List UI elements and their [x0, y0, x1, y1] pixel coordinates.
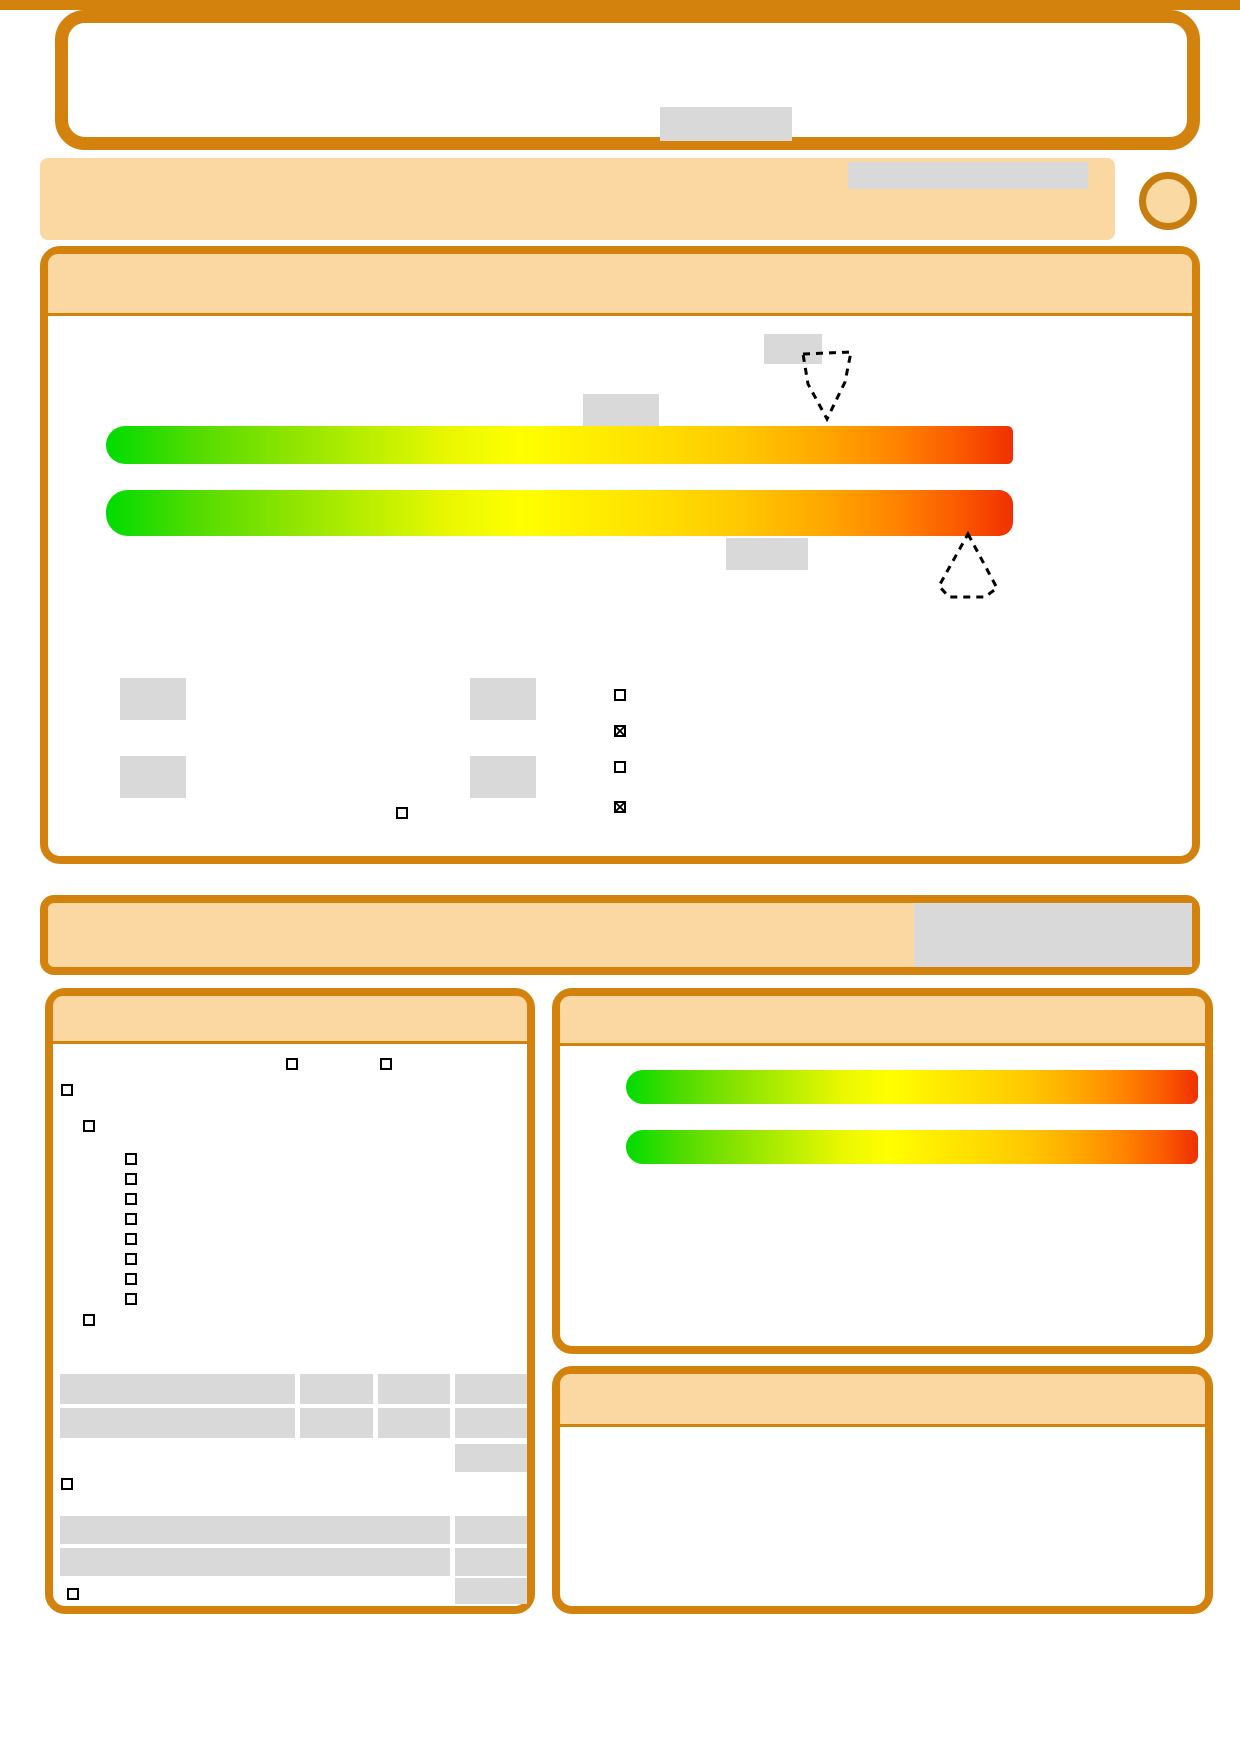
watermark-text-partially-hidden — [74, 33, 774, 45]
date-field[interactable] — [660, 107, 792, 141]
explanations-header — [560, 1374, 1205, 1427]
pct-field-r2c1[interactable] — [300, 1408, 373, 1438]
primaerenergie-pointer-arrow-icon — [934, 530, 1002, 602]
heating-checkbox[interactable] — [286, 1058, 298, 1070]
comparison-panel — [552, 988, 1213, 1354]
summer-protection-checkbox[interactable] — [396, 807, 408, 819]
dhw-checkbox[interactable] — [380, 1058, 392, 1070]
energiebedarf-header — [48, 254, 1192, 316]
pct-field-r1c3[interactable] — [455, 1374, 527, 1404]
header-box — [55, 10, 1200, 150]
endenergie-strip — [40, 895, 1200, 975]
option-checkbox-6[interactable] — [125, 1273, 137, 1285]
pct-field-sum1[interactable] — [455, 1444, 527, 1472]
option-checkbox-2[interactable] — [125, 1193, 137, 1205]
option-checkbox-7[interactable] — [125, 1293, 137, 1305]
endenergie-pointer-arrow-icon — [796, 348, 858, 426]
registration-field[interactable] — [848, 162, 1088, 189]
method-checkbox-1[interactable] — [614, 725, 626, 737]
energy-type2-field-r2[interactable] — [60, 1548, 450, 1576]
pct-field-r2c3[interactable] — [455, 1408, 527, 1438]
energiebedarf-panel — [40, 246, 1200, 864]
section-bar — [40, 158, 1115, 240]
pct-field-r2c2[interactable] — [378, 1408, 450, 1438]
pct2-field-r2[interactable] — [455, 1548, 527, 1576]
option-checkbox-1[interactable] — [125, 1173, 137, 1185]
ist-wert-field-1[interactable] — [120, 678, 186, 720]
endenergie-field[interactable] — [583, 394, 659, 426]
energy-scale — [48, 426, 1208, 538]
anforderung-field-1[interactable] — [470, 678, 536, 720]
explanations-title — [560, 1374, 1205, 1384]
option-checkbox-0[interactable] — [125, 1153, 137, 1165]
option-checkbox-4[interactable] — [125, 1233, 137, 1245]
method-checkbox-0[interactable] — [614, 689, 626, 701]
pct-field-r1c1[interactable] — [300, 1374, 373, 1404]
pct-field-sum2[interactable] — [455, 1578, 527, 1604]
explanations-panel — [552, 1366, 1213, 1614]
energiebedarf-title — [48, 254, 1192, 266]
energy-type2-field-r1[interactable] — [60, 1516, 450, 1544]
renewables-panel — [45, 988, 535, 1614]
ee-rule-checkbox[interactable] — [61, 1084, 73, 1096]
pct-field-r1c2[interactable] — [378, 1374, 450, 1404]
energy-type-field-r1[interactable] — [60, 1374, 295, 1404]
energy-scale-letter-band — [106, 426, 1013, 464]
renewables-title — [53, 996, 527, 1006]
option-checkbox-3[interactable] — [125, 1213, 137, 1225]
pct2-field-r1[interactable] — [455, 1516, 527, 1544]
endenergie-strip-field[interactable] — [914, 903, 1192, 967]
top-edge-bar — [0, 0, 1240, 10]
method-checkbox-3[interactable] — [614, 801, 626, 813]
primaerenergie-field[interactable] — [726, 538, 808, 570]
ee-calc-checkbox[interactable] — [83, 1314, 95, 1326]
comparison-labels — [560, 996, 1205, 1348]
ee-flat-checkbox[interactable] — [83, 1120, 95, 1132]
option-checkbox-5[interactable] — [125, 1253, 137, 1265]
ist-wert-field-2[interactable] — [120, 756, 186, 798]
more-entries-checkbox[interactable] — [67, 1588, 79, 1600]
endenergie-strip-unit — [914, 907, 1192, 909]
energy-type-field-r2[interactable] — [60, 1408, 295, 1438]
energy-scale-gradient-band — [106, 490, 1013, 536]
not-apply-checkbox[interactable] — [61, 1478, 73, 1490]
method-checkbox-2[interactable] — [614, 761, 626, 773]
anforderung-field-2[interactable] — [470, 756, 536, 798]
page-number-badge — [1139, 172, 1197, 230]
renewables-header — [53, 996, 527, 1044]
